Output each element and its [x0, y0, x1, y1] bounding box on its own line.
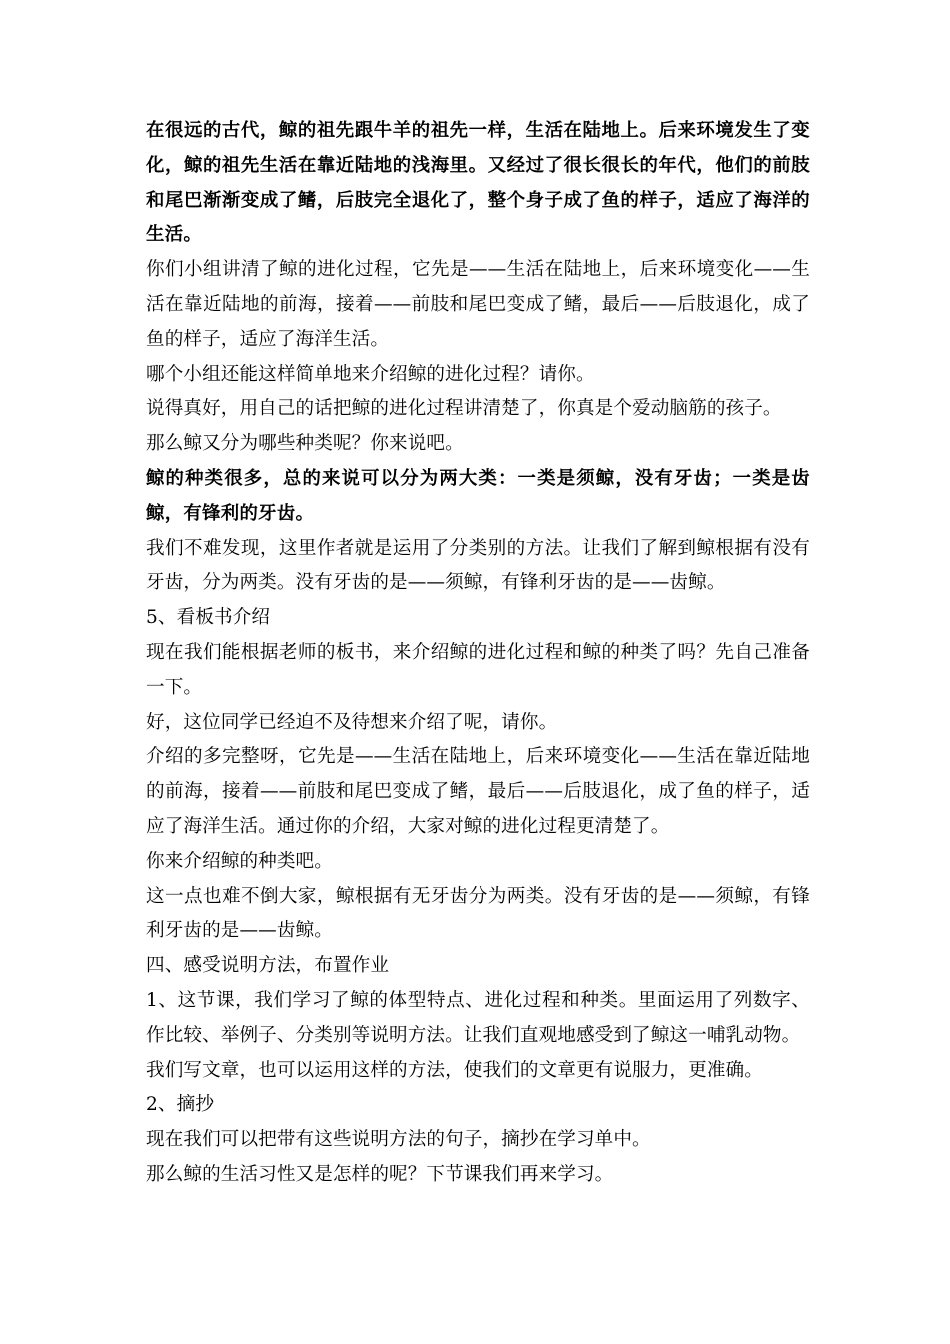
paragraph-question: 哪个小组还能这样简单地来介绍鲸的进化过程？请你。 [146, 363, 595, 385]
paragraph-classification-method: 我们不难发现，这里作者就是运用了分类别的方法。让我们了解到鲸根据有没有牙齿，分为两类。没有牙齿的是——须鲸，有锋利牙齿的是——齿鲸。 [146, 537, 810, 594]
paragraph-types-answer: 这一点也难不倒大家，鲸根据有无牙齿分为两类。没有牙齿的是——须鲸，有锋利牙齿的是——齿鲸。 [146, 885, 810, 942]
section-heading-board: 5、看板书介绍 [146, 607, 271, 629]
paragraph-types-request: 你来介绍鲸的种类吧。 [146, 850, 333, 872]
section-heading-excerpt: 2、摘抄 [146, 1094, 215, 1116]
paragraph-praise: 说得真好，用自己的话把鲸的进化过程讲清楚了，你真是个爱动脑筋的孩子。 [146, 398, 782, 420]
paragraph-lesson-summary: 1、这节课，我们学习了鲸的体型特点、进化过程和种类。里面运用了列数字、作比较、举例子、分类别等说明方法。让我们直观地感受到了鲸这一哺乳动物。 [146, 989, 810, 1046]
paragraph-evolution-summary: 你们小组讲清了鲸的进化过程，它先是——生活在陆地上，后来环境变化——生活在靠近陆地的前海，接着——前肢和尾巴变成了鳍，最后——后肢退化，成了鱼的样子，适应了海洋生活。 [146, 259, 810, 350]
paragraph-writing-advice: 我们写文章，也可以运用这样的方法，使我们的文章更有说服力，更准确。 [146, 1059, 763, 1081]
section-heading-methods: 四、感受说明方法，布置作业 [146, 955, 390, 977]
paragraph-student-call: 好，这位同学已经迫不及待想来介绍了呢，请你。 [146, 711, 558, 733]
paragraph-excerpt-task: 现在我们可以把带有这些说明方法的句子，摘抄在学习单中。 [146, 1129, 651, 1151]
paragraph-complete-intro: 介绍的多完整呀，它先是——生活在陆地上，后来环境变化——生活在靠近陆地的前海，接着——前肢和尾巴变成了鳍，最后——后肢退化，成了鱼的样子，适应了海洋生活。通过你的介绍，大家对鲸的进化过程更清楚了。 [146, 746, 810, 837]
paragraph-next-lesson: 那么鲸的生活习性又是怎样的呢？下节课我们再来学习。 [146, 1163, 614, 1185]
paragraph-types-question: 那么鲸又分为哪些种类呢？你来说吧。 [146, 433, 464, 455]
paragraph-whale-types: 鲸的种类很多，总的来说可以分为两大类：一类是须鲸，没有牙齿；一类是齿鲸，有锋利的牙齿。 [146, 467, 810, 524]
paragraph-whale-ancestry: 在很远的古代，鲸的祖先跟牛羊的祖先一样，生活在陆地上。后来环境发生了变化，鲸的祖先生活在靠近陆地的浅海里。又经过了很长很长的年代，他们的前肢和尾巴渐渐变成了鳍，后肢完全退化了，整个身子成了鱼的样子，适应了海洋的生活。 [146, 120, 810, 246]
paragraph-board-intro: 现在我们能根据老师的板书，来介绍鲸的进化过程和鲸的种类了吗？先自己准备一下。 [146, 641, 810, 698]
document-page [146, 114, 810, 1193]
